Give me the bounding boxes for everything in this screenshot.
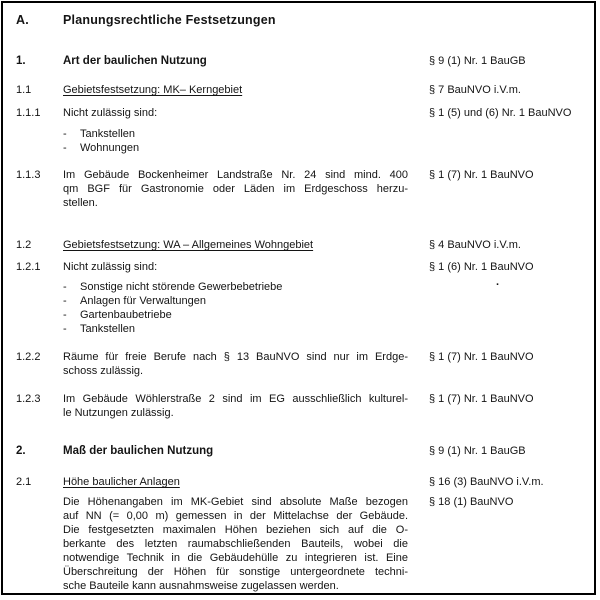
bullet-item-label: Tankstellen [80, 323, 136, 335]
bullet-dash-icon: - [63, 309, 67, 321]
paragraph-line: notwendige Technik in die Gebäudehülle zu integrieren ist. Eine [63, 552, 408, 564]
legal-reference: § 1 (7) Nr. 1 BauNVO [429, 169, 534, 181]
paragraph-line: qm BGF für Gastronomie oder Läden im Erdgeschoss herzu- [63, 183, 408, 195]
section-text [63, 392, 408, 420]
section-number: A. [16, 13, 29, 27]
paragraph-line: schoss zulässig. [63, 365, 144, 377]
list-item [63, 141, 408, 155]
bullet-dash-icon: - [63, 323, 67, 335]
paragraph-line: Überschreitung der Höhen für sonstige untergeordnete techni- [63, 566, 408, 578]
section-subheading: Gebietsfestsetzung: WA – Allgemeines Wohngebiet [63, 239, 314, 251]
legal-reference: § 1 (7) Nr. 1 BauNVO [429, 393, 534, 405]
bullet-dash-icon: - [63, 128, 67, 140]
section-number: 1.2 [16, 239, 32, 251]
section-number: 2.1 [16, 476, 32, 488]
list-item [63, 322, 408, 336]
section-text: Nicht zulässig sind: [63, 107, 158, 119]
section-number: 1.1.3 [16, 169, 41, 181]
section-text [63, 280, 408, 336]
bullet-dash-icon: - [63, 281, 67, 293]
legal-reference: § 9 (1) Nr. 1 BauGB [429, 55, 526, 67]
bullet-item-label: Tankstellen [80, 128, 136, 140]
paragraph-line: sche Bauteile kann ausnahmsweise zugelassen werden. [63, 580, 339, 592]
legal-reference: § 16 (3) BauNVO i.V.m. [429, 476, 544, 488]
paragraph-line: Räume für freie Berufe nach § 13 BauNVO sind nur im Erdge- [63, 351, 408, 363]
section-number: 1. [16, 55, 26, 67]
paragraph-line: Die festgesetzten maximalen Höhen beziehen sich auf die O- [63, 524, 408, 536]
legal-reference: § 1 (5) und (6) Nr. 1 BauNVO [429, 107, 572, 119]
section-text [63, 350, 408, 378]
list-item [63, 280, 408, 294]
legal-reference: § 18 (1) BauNVO [429, 496, 514, 508]
section-number: 1.2.1 [16, 261, 41, 273]
paragraph-line: stellen. [63, 197, 98, 209]
bullet-dash-icon: - [63, 295, 67, 307]
section-number: 1.1 [16, 84, 32, 96]
legal-reference: § 4 BauNVO i.V.m. [429, 239, 521, 251]
section-text [63, 168, 408, 210]
legal-reference: § 1 (6) Nr. 1 BauNVO [429, 261, 534, 273]
section-subheading: Höhe baulicher Anlagen [63, 476, 180, 488]
paragraph-line: auf NN (= 0,00 m) gemessen in der Mittelachse der Gebäude. [63, 510, 408, 522]
list-item [63, 294, 408, 308]
scan-artifact-dot: . [496, 276, 500, 288]
section-heading: Art der baulichen Nutzung [63, 55, 207, 67]
legal-reference: § 1 (7) Nr. 1 BauNVO [429, 351, 534, 363]
section-number: 1.2.3 [16, 393, 41, 405]
section-number: 1.1.1 [16, 107, 41, 119]
paragraph-line: Im Gebäude Wöhlerstraße 2 sind im EG ausschließlich kulturel- [63, 393, 408, 405]
section-text: Nicht zulässig sind: [63, 261, 158, 273]
section-number: 2. [16, 445, 26, 457]
bullet-item-label: Anlagen für Verwaltungen [80, 295, 206, 307]
paragraph-line: le Nutzungen zulässig. [63, 407, 174, 419]
section-text [63, 495, 408, 593]
section-heading: Planungsrechtliche Festsetzungen [63, 13, 276, 27]
bullet-item-label: Wohnungen [80, 142, 140, 154]
section-heading: Maß der baulichen Nutzung [63, 445, 214, 457]
legal-reference: § 9 (1) Nr. 1 BauGB [429, 445, 526, 457]
legal-reference: § 7 BauNVO i.V.m. [429, 84, 521, 96]
bullet-item-label: Gartenbaubetriebe [80, 309, 172, 321]
bullet-item-label: Sonstige nicht störende Gewerbebetriebe [80, 281, 283, 293]
paragraph-line: Die Höhenangaben im MK-Gebiet sind absolute Maße bezogen [63, 496, 408, 508]
section-text [63, 127, 408, 155]
list-item [63, 127, 408, 141]
paragraph-line: Im Gebäude Bockenheimer Landstraße Nr. 24 sind mind. 400 [63, 169, 408, 181]
paragraph-line: berkante des letzten raumabschließenden Bauteils, wobei die [63, 538, 408, 550]
section-subheading: Gebietsfestsetzung: MK– Kerngebiet [63, 84, 243, 96]
bullet-dash-icon: - [63, 142, 67, 154]
list-item [63, 308, 408, 322]
section-number: 1.2.2 [16, 351, 41, 363]
